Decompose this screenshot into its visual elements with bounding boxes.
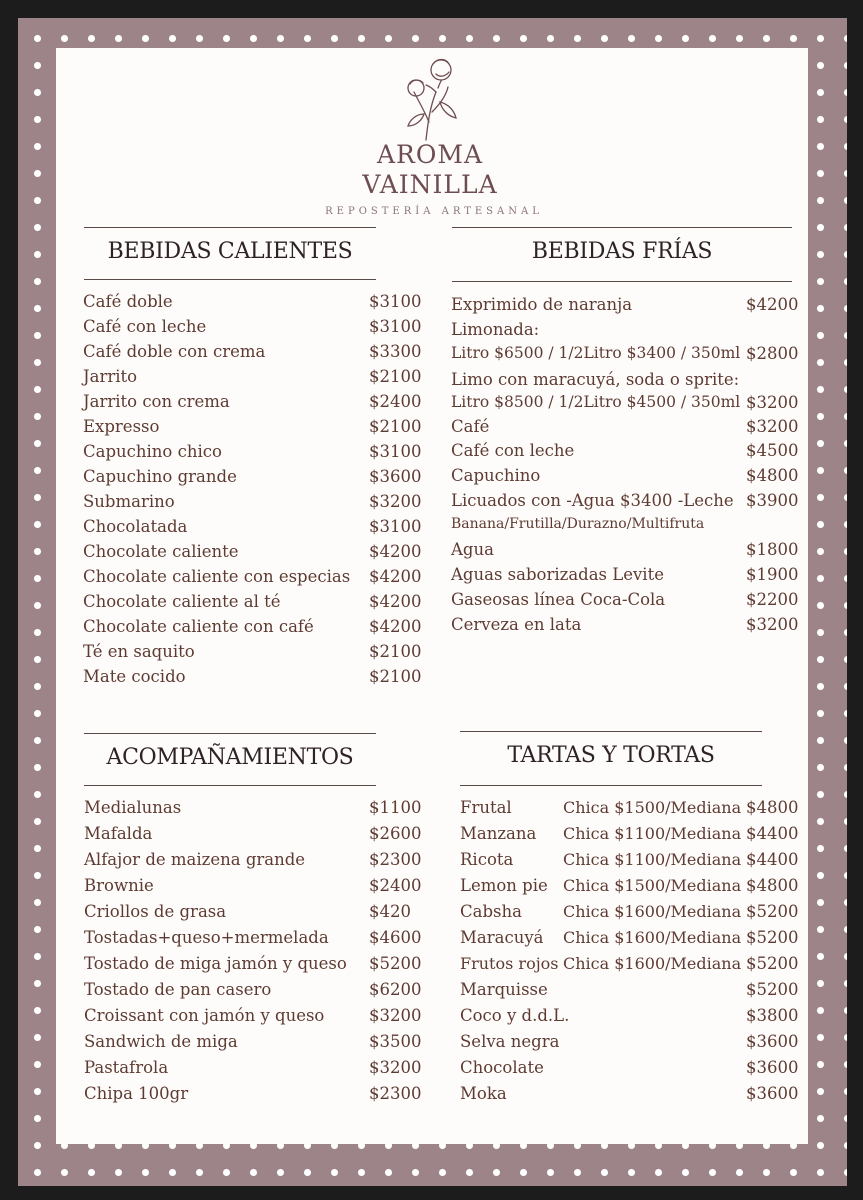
menu-item-detail: Chica $1100/Mediana (563, 850, 742, 869)
menu-item-name: Café con leche (83, 317, 207, 336)
menu-item-price: $3200 (746, 615, 799, 634)
menu-item-name: Capuchino grande (83, 467, 237, 486)
divider (84, 227, 376, 228)
menu-item-price: $3500 (369, 1032, 422, 1051)
menu-item-name: Banana/Frutilla/Durazno/Multifruta (451, 516, 705, 532)
brand-name-line1: AROMA (376, 140, 484, 169)
menu-item-detail: Chica $1600/Mediana (563, 902, 742, 921)
menu-item-detail: Chica $1600/Mediana (563, 954, 742, 973)
menu-item-name: Litro $8500 / 1/2Litro $4500 / 350ml (451, 393, 741, 411)
menu-item-name: Litro $6500 / 1/2Litro $3400 / 350ml (451, 344, 741, 362)
section-title-bebidas-frias: BEBIDAS FRÍAS (531, 239, 713, 264)
menu-item-price: $3600 (369, 467, 422, 486)
menu-item-name: Café doble (83, 292, 173, 311)
menu-item-price: $4800 (746, 798, 799, 817)
menu-item-price: $3100 (369, 317, 422, 336)
menu-item-name: Tostadas+queso+mermelada (84, 928, 329, 947)
menu-item-price: $3600 (746, 1084, 799, 1103)
menu-item-price: $3800 (746, 1006, 799, 1025)
menu-item-name: Té en saquito (83, 642, 195, 661)
menu-item-name: Croissant con jamón y queso (84, 1006, 325, 1025)
menu-item-name: Frutal (460, 798, 512, 817)
menu-item-price: $2400 (369, 876, 422, 895)
menu-item-price: $4200 (369, 567, 422, 586)
menu-item-price: $2200 (746, 590, 799, 609)
menu-item-name: Maracuyá (460, 928, 544, 947)
menu-item-name: Chocolate caliente (83, 542, 239, 561)
menu-item-name: Medialunas (84, 798, 182, 817)
menu-item-name: Exprimido de naranja (451, 295, 633, 314)
menu-item-price: $5200 (746, 954, 799, 973)
menu-item-price: $4400 (746, 824, 799, 843)
menu-item-price: $4400 (746, 850, 799, 869)
menu-item-name: Brownie (84, 876, 154, 895)
menu-item-price: $3200 (746, 393, 799, 412)
menu-item-price: $5200 (369, 954, 422, 973)
menu-item-name: Chocolate caliente con café (83, 617, 314, 636)
menu-item-price: $4200 (369, 592, 422, 611)
menu-item-name: Gaseosas línea Coca-Cola (451, 590, 666, 609)
menu-item-detail: Chica $1100/Mediana (563, 824, 742, 843)
menu-item-name: Lemon pie (460, 876, 548, 895)
menu-item-price: $420 (369, 902, 411, 921)
menu-item-detail: Chica $1600/Mediana (563, 928, 742, 947)
divider (460, 731, 762, 732)
menu-item-name: Agua (451, 540, 494, 559)
divider (84, 279, 376, 280)
menu-item-price: $3600 (746, 1058, 799, 1077)
menu-item-name: Moka (460, 1084, 507, 1103)
menu-item-name: Chocolate caliente con especias (83, 567, 351, 586)
menu-item-name: Café con leche (451, 441, 575, 460)
menu-item-price: $4500 (746, 441, 799, 460)
menu-item-price: $3200 (369, 1058, 422, 1077)
menu-item-name: Manzana (460, 824, 537, 843)
menu-item-price: $3200 (369, 1006, 422, 1025)
menu-item-price: $4200 (746, 295, 799, 314)
menu-item-price: $2100 (369, 367, 422, 386)
menu-item-price: $5200 (746, 980, 799, 999)
menu-item-name: Café doble con crema (83, 342, 266, 361)
menu-item-name: Chocolate caliente al té (83, 592, 281, 611)
menu-item-price: $4600 (369, 928, 422, 947)
menu-item-name: Marquisse (460, 980, 548, 999)
flower-logo-icon (396, 52, 466, 142)
menu-item-price: $3100 (369, 292, 422, 311)
menu-item-price: $3900 (746, 491, 799, 510)
menu-item-name: Cabsha (460, 902, 522, 921)
menu-item-name: Mafalda (84, 824, 153, 843)
menu-item-price: $3600 (746, 1032, 799, 1051)
menu-item-name: Expresso (83, 417, 160, 436)
menu-item-name: Submarino (83, 492, 175, 511)
menu-item-name: Chipa 100gr (84, 1084, 189, 1103)
menu-item-name: Cerveza en lata (451, 615, 582, 634)
menu-item-price: $2600 (369, 824, 422, 843)
menu-item-price: $2100 (369, 642, 422, 661)
menu-item-price: $3100 (369, 442, 422, 461)
divider (84, 785, 376, 786)
menu-item-price: $2300 (369, 850, 422, 869)
brand-name-line2: VAINILLA (362, 170, 498, 199)
menu-item-detail: Chica $1500/Mediana (563, 798, 742, 817)
menu-item-name: Chocolate (460, 1058, 544, 1077)
menu-item-price: $4200 (369, 617, 422, 636)
menu-item-name: Pastafrola (84, 1058, 169, 1077)
menu-item-price: $1100 (369, 798, 422, 817)
divider (452, 227, 792, 228)
menu-item-name: Café (451, 417, 490, 436)
menu-item-price: $3100 (369, 517, 422, 536)
menu-item-name: Aguas saborizadas Levite (451, 565, 664, 584)
menu-item-price: $2400 (369, 392, 422, 411)
menu-item-price: $1800 (746, 540, 799, 559)
menu-item-name: Frutos rojos (460, 954, 559, 973)
menu-item-price: $2100 (369, 417, 422, 436)
menu-item-name: Chocolatada (83, 517, 188, 536)
menu-item-name: Licuados con -Agua $3400 -Leche (451, 491, 734, 510)
menu-item-price: $1900 (746, 565, 799, 584)
menu-item-name: Ricota (460, 850, 514, 869)
menu-item-price: $2100 (369, 667, 422, 686)
menu-item-price: $4800 (746, 876, 799, 895)
section-title-tartas-y-tortas: TARTAS Y TORTAS (507, 743, 715, 768)
menu-item-price: $4200 (369, 542, 422, 561)
menu-item-name: Jarrito (83, 367, 138, 386)
menu-item-name: Selva negra (460, 1032, 560, 1051)
menu-item-name: Mate cocido (83, 667, 186, 686)
divider (84, 733, 376, 734)
section-title-bebidas-calientes: BEBIDAS CALIENTES (107, 239, 353, 264)
menu-item-price: $2800 (746, 344, 799, 363)
menu-item-price: $5200 (746, 902, 799, 921)
menu-item-name: Capuchino chico (83, 442, 222, 461)
menu-item-detail: Chica $1500/Mediana (563, 876, 742, 895)
brand-tagline: REPOSTERÍA ARTESANAL (325, 206, 543, 217)
menu-item-name: Capuchino (451, 466, 541, 485)
menu-item-name: Limo con maracuyá, soda o sprite: (451, 370, 740, 389)
menu-item-name: Tostado de pan casero (84, 980, 272, 999)
divider (460, 785, 762, 786)
section-title-acompanamientos: ACOMPAÑAMIENTOS (106, 745, 354, 770)
menu-item-name: Sandwich de miga (84, 1032, 238, 1051)
menu-item-price: $6200 (369, 980, 422, 999)
menu-item-price: $3200 (746, 417, 799, 436)
menu-item-price: $2300 (369, 1084, 422, 1103)
menu-item-price: $3300 (369, 342, 422, 361)
menu-item-price: $5200 (746, 928, 799, 947)
menu-item-name: Tostado de miga jamón y queso (84, 954, 347, 973)
menu-item-price: $4800 (746, 466, 799, 485)
menu-item-name: Criollos de grasa (84, 902, 227, 921)
divider (452, 281, 792, 282)
menu-item-name: Alfajor de maizena grande (84, 850, 306, 869)
menu-item-name: Coco y d.d.L. (460, 1006, 570, 1025)
menu-item-price: $3200 (369, 492, 422, 511)
menu-item-name: Limonada: (451, 320, 540, 339)
menu-item-name: Jarrito con crema (83, 392, 230, 411)
